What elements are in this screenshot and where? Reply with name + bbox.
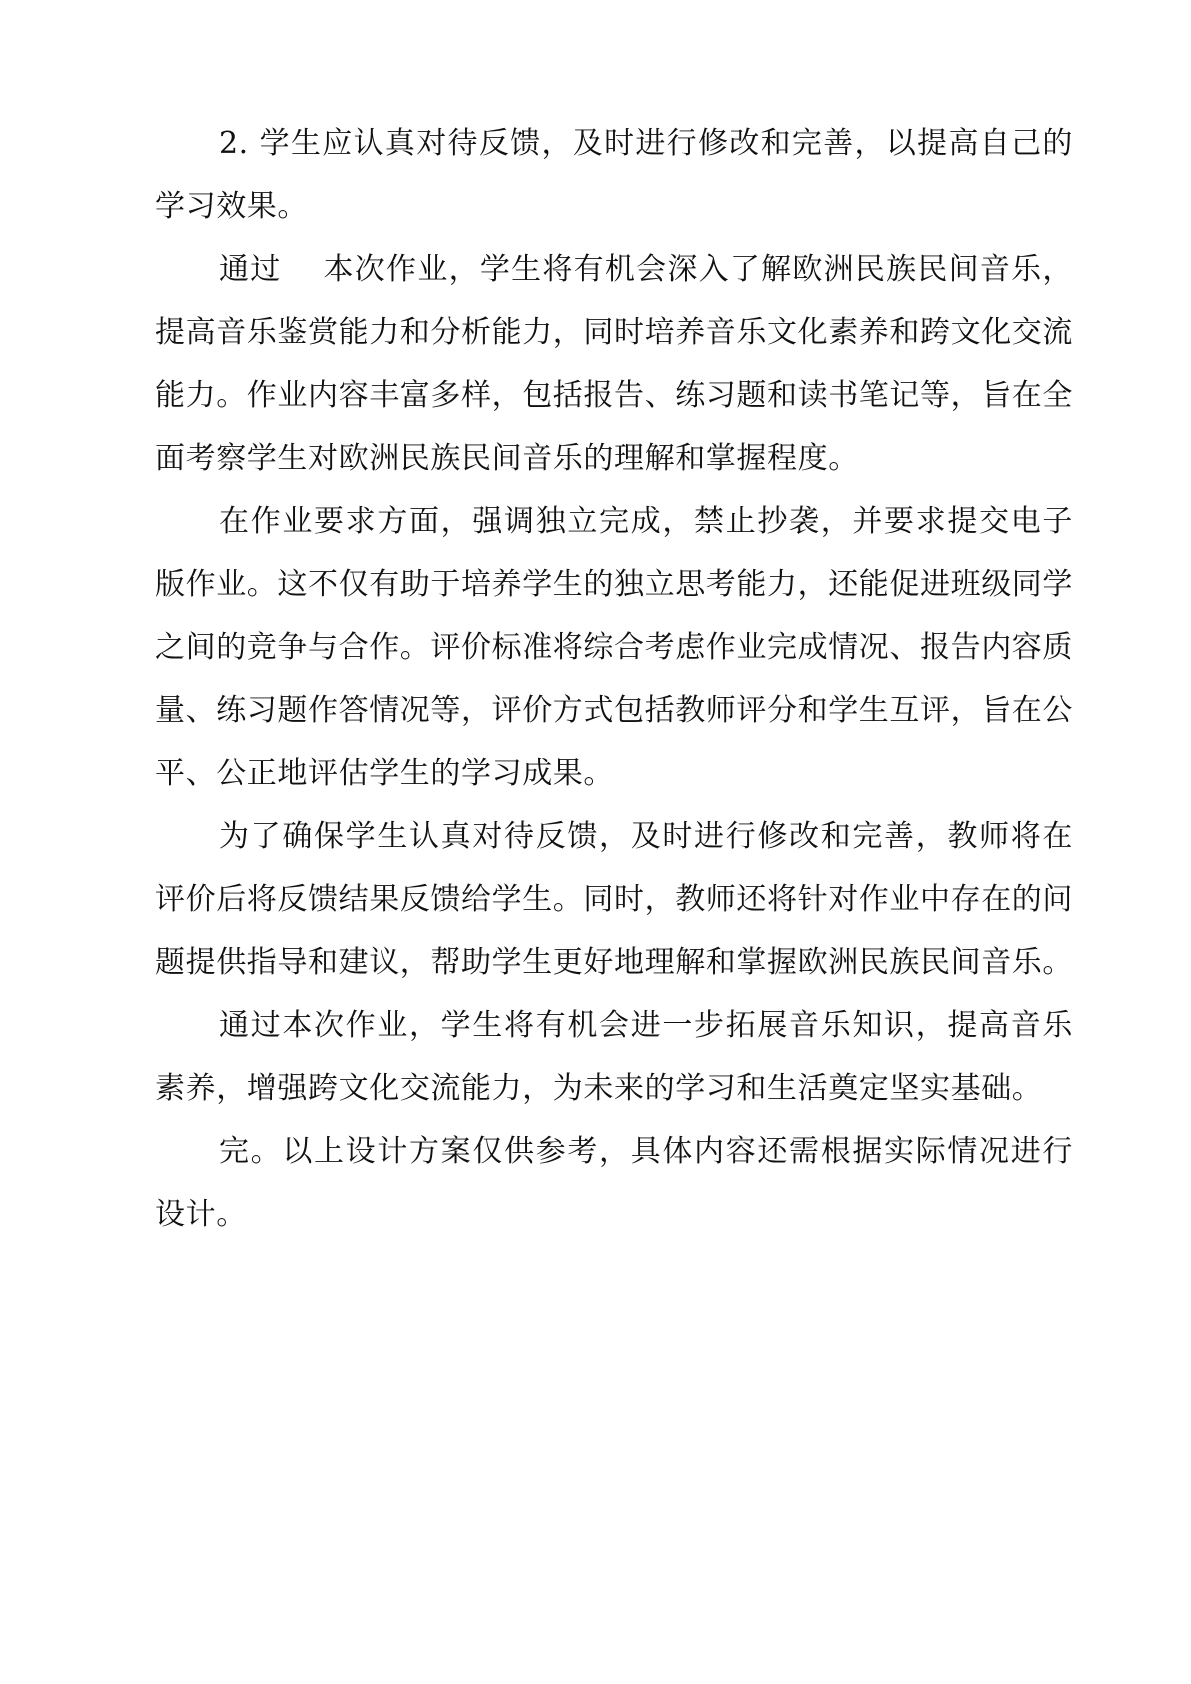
paragraph-outcomes: 通过本次作业，学生将有机会进一步拓展音乐知识，提高音乐素养，增强跨文化交流能力，为未来的学习和生活奠定坚实基础。 xyxy=(155,1008,1073,1106)
paragraph-assignment-summary: 通过 本次作业，学生将有机会深入了解欧洲民族民间音乐，提高音乐鉴赏能力和分析能力，同时培养音乐文化素养和跨文化交流能力。作业内容丰富多样，包括报告、练习题和读书笔记等，旨在全面考察学生对欧洲民族民间音乐的理解和掌握程度。 xyxy=(155,252,1073,476)
paragraph-requirements: 在作业要求方面，强调独立完成，禁止抄袭，并要求提交电子版作业。这不仅有助于培养学生的独立思考能力，还能促进班级同学之间的竞争与合作。评价标准将综合考虑作业完成情况、报告内容质量、练习题作答情况等，评价方式包括教师评分和学生互评，旨在公平、公正地评估学生的学习成果。 xyxy=(155,504,1073,791)
paragraph-feedback-point: 2. 学生应认真对待反馈，及时进行修改和完善，以提高自己的学习效果。 xyxy=(155,126,1073,224)
document-body xyxy=(155,112,1073,1246)
paragraph-feedback-process: 为了确保学生认真对待反馈，及时进行修改和完善，教师将在评价后将反馈结果反馈给学生。同时，教师还将针对作业中存在的问题提供指导和建议，帮助学生更好地理解和掌握欧洲民族民间音乐。 xyxy=(155,819,1073,980)
paragraph-closing-note: 完。以上设计方案仅供参考，具体内容还需根据实际情况进行设计。 xyxy=(155,1134,1073,1232)
